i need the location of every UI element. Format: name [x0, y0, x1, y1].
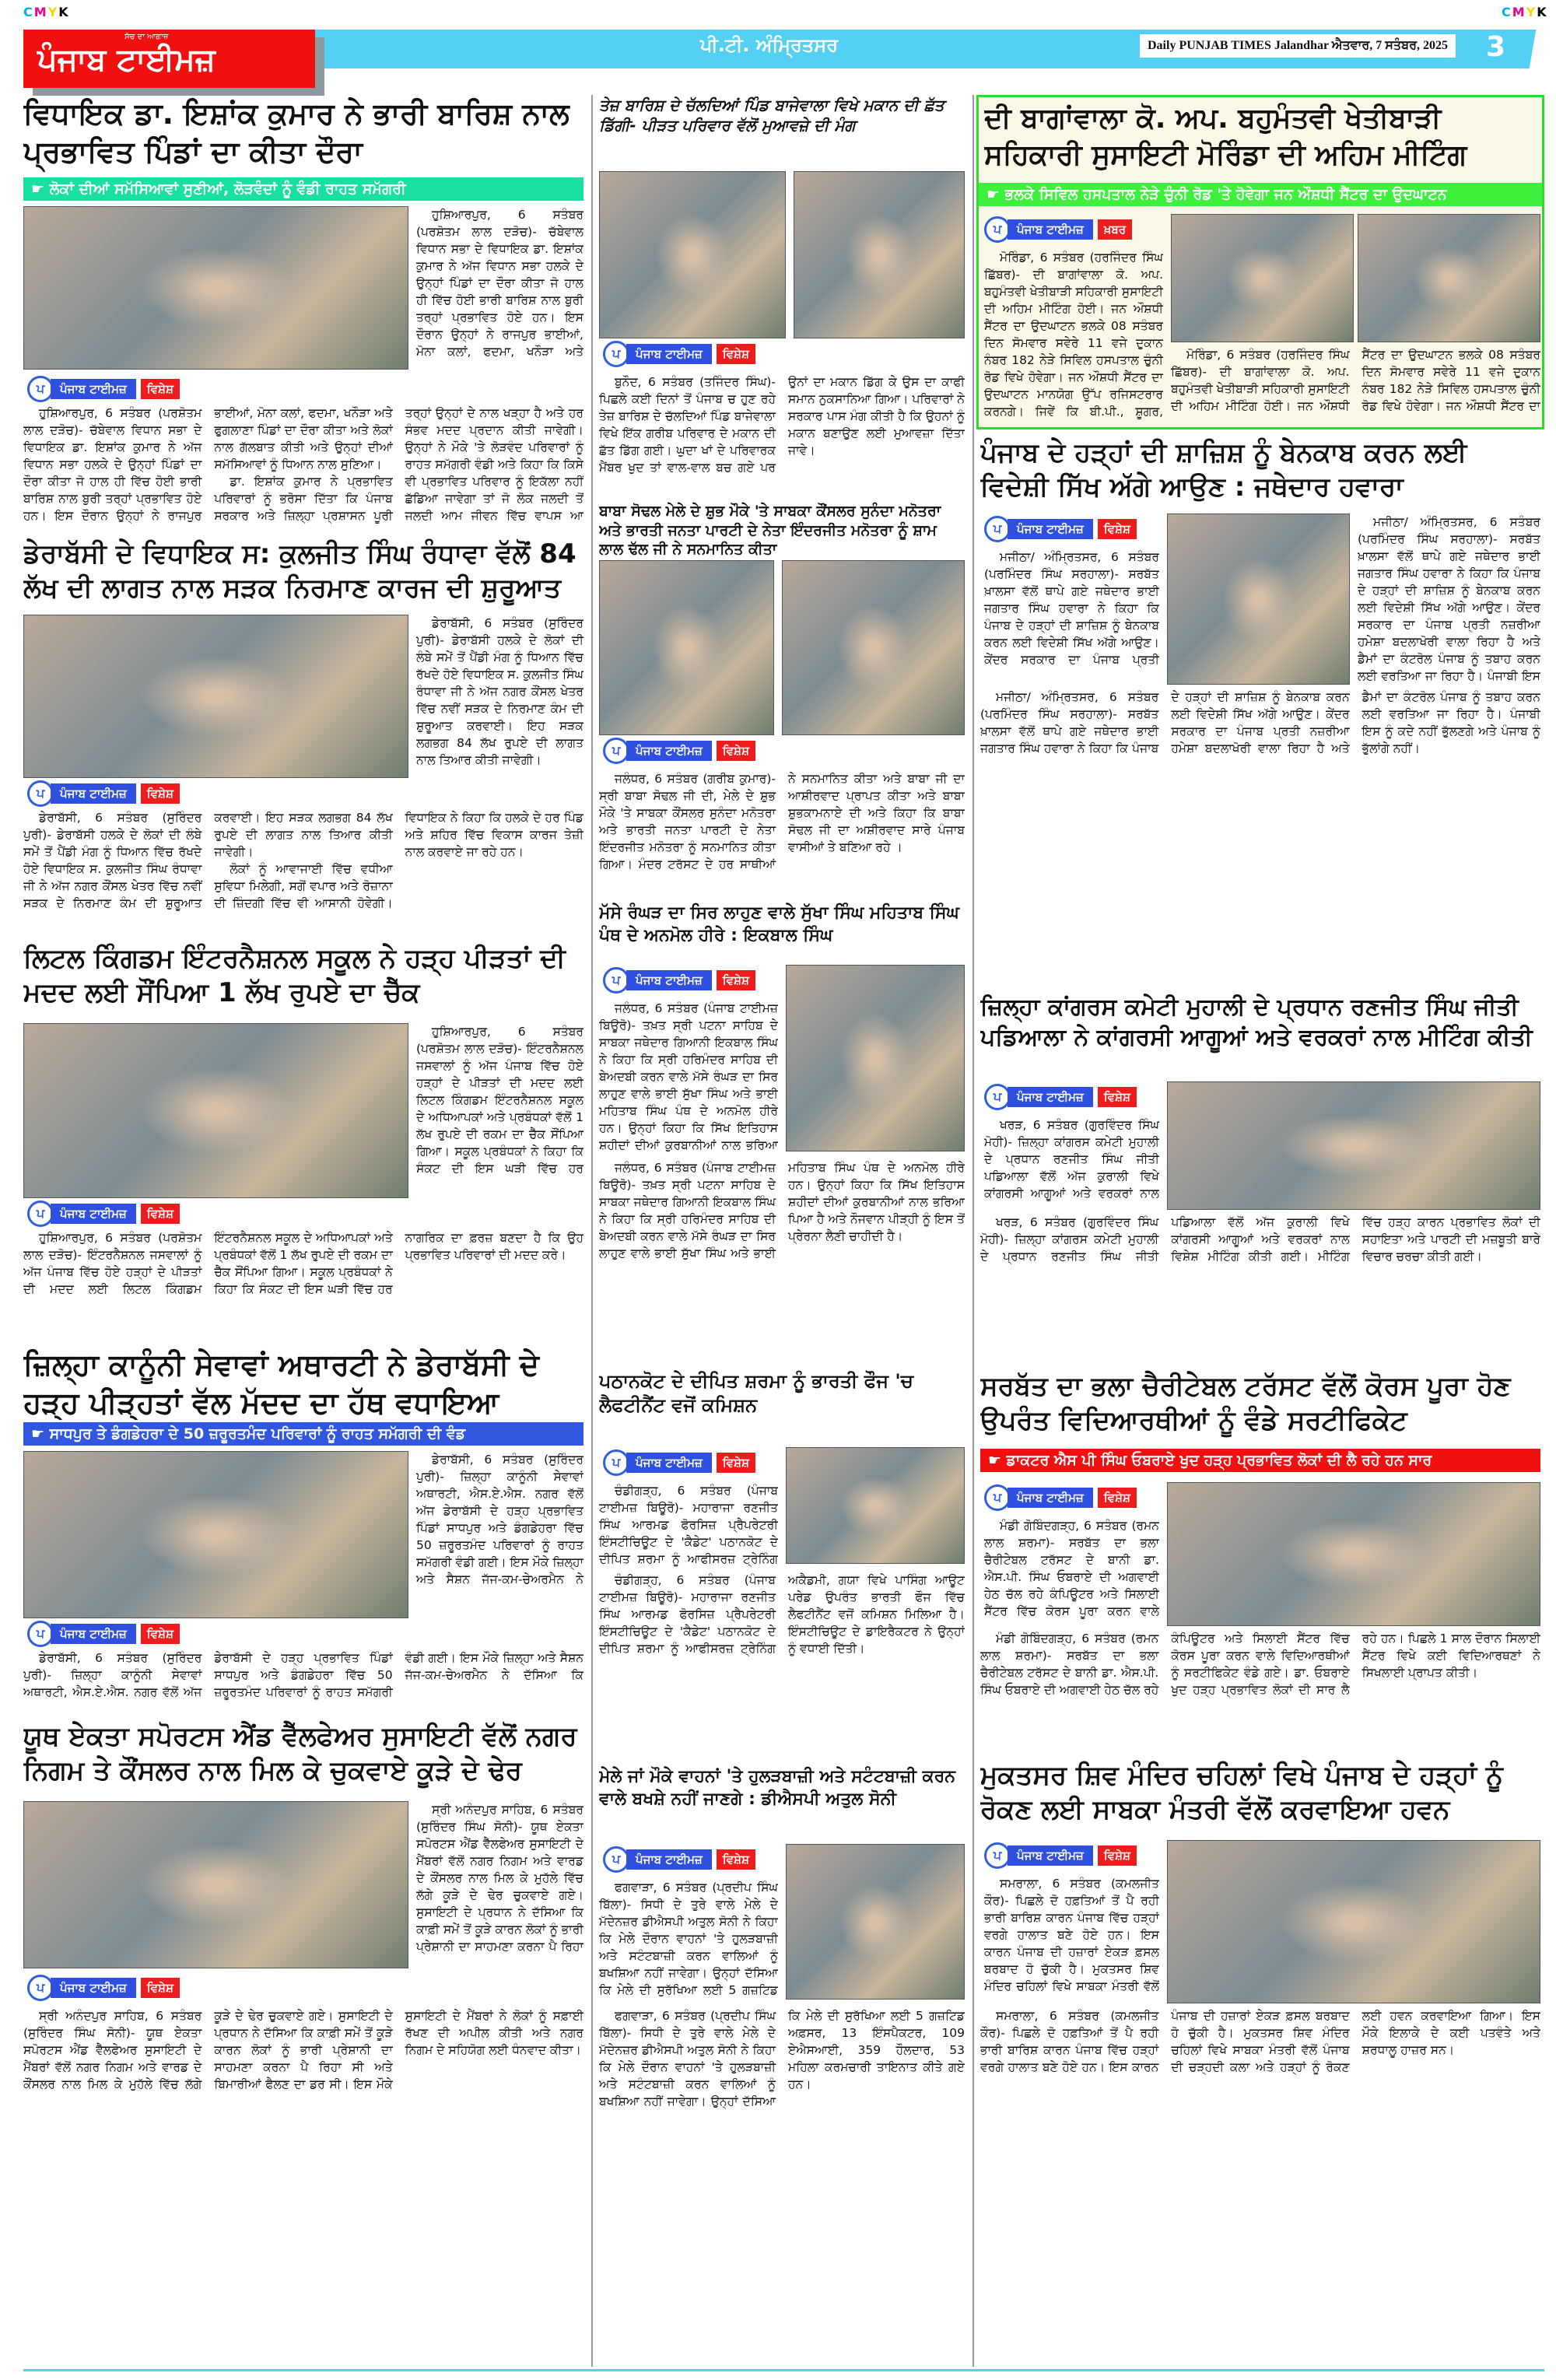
punjab-times-logo-icon: ਪ — [984, 516, 1011, 542]
punjab-times-logo-icon: ਪ — [603, 1846, 629, 1873]
article-paragraph: ਡਾ. ਇਸ਼ਾਂਕ ਕੁਮਾਰ ਨੇ ਪ੍ਰਭਾਵਿਤ ਪਰਿਵਾਰਾਂ ਨੂੰ ਭਰੋਸਾ ਦਿੱਤਾ ਕਿ ਪੰਜਾਬ ਸਰਕਾਰ ਅਤੇ ਜ਼ਿਲ੍ਹਾ ਪ੍ਰਸ਼ਾਸਨ ਪੂਰੀ ਤਰ੍ਹਾਂ ਉਨ੍ਹਾਂ ਦੇ ਨਾਲ ਖੜ੍ਹਾ ਹੈ ਅਤੇ ਹਰ ਸੰਭਵ ਮਦਦ ਪ੍ਰਦਾਨ ਕੀਤੀ ਜਾਵੇਗੀ। ਉਨ੍ਹਾਂ ਨੇ ਮੌਕੇ 'ਤੇ ਲੋੜਵੰਦ ਪਰਿਵਾਰਾਂ ਨੂੰ ਰਾਹਤ ਸਮੱਗਰੀ ਵੰਡੀ ਅਤੇ ਕਿਹਾ ਕਿ ਕਿਸੇ ਵੀ ਪ੍ਰਭਾਵਿਤ ਪਰਿਵਾਰ ਨੂੰ ਇਕੱਲਾ ਨਹੀਂ ਛੱਡਿਆ ਜਾਵੇਗਾ ਤਾਂ ਜੋ ਲੋਕ ਜਲਦੀ ਤੋਂ ਜਲਦੀ ਆਮ ਜੀਵਨ ਵਿੱਚ ਵਾਪਸ ਆ — [214, 406, 584, 523]
cmyk-marks-right: CMYK — [1502, 5, 1548, 19]
article-body — [984, 1116, 1159, 1210]
article-body — [23, 809, 584, 934]
byline-tag — [603, 1451, 755, 1474]
article-paragraph: ਜਲੰਧਰ, 6 ਸਤੰਬਰ (ਪੰਜਾਬ ਟਾਈਮਜ਼ ਬਿਊਰੋ)- ਤਖ਼ਤ ਸ੍ਰੀ ਪਟਨਾ ਸਾਹਿਬ ਦੇ ਸਾਬਕਾ ਜਥੇਦਾਰ ਗਿਆਨੀ ਇਕਬਾਲ ਸਿੰਘ ਨੇ ਕਿਹਾ ਕਿ ਸ੍ਰੀ ਹਰਿਮੰਦਰ ਸਾਹਿਬ ਦੀ ਬੇਅਦਬੀ ਕਰਨ ਵਾਲੇ ਮੱਸੇ ਰੰਘੜ ਦਾ ਸਿਰ ਲਾਹੁਣ ਵਾਲੇ ਭਾਈ ਸੁੱਖਾ ਸਿੰਘ ਅਤੇ ਭਾਈ ਮਹਿਤਾਬ ਸਿੰਘ ਪੰਥ ਦੇ ਅਨਮੋਲ ਹੀਰੇ ਹਨ। ਉਨ੍ਹਾਂ ਕਿਹਾ ਕਿ ਸਿੱਖ ਇਤਿਹਾਸ ਸ਼ਹੀਦਾਂ ਦੀਆਂ ਕੁਰਬਾਨੀਆਂ ਨਾਲ ਭਰਿਆ ਪਿਆ ਹੈ ਅਤੇ ਨੌਜਵਾਨ ਪੀੜ੍ਹੀ ਨੂੰ ਇਸ ਤੋਂ ਪ੍ਰੇਰਨਾ ਲੈਣੀ ਚਾਹੀਦੀ ਹੈ। — [599, 1161, 965, 1260]
article-photo — [23, 1801, 408, 1968]
punjab-times-logo-icon: ਪ — [27, 376, 54, 402]
article-body — [416, 206, 584, 370]
byline-tag — [27, 1202, 180, 1225]
column-divider — [972, 95, 974, 2367]
article-paragraph: ਫਗਵਾੜਾ, 6 ਸਤੰਬਰ (ਪ੍ਰਦੀਪ ਸਿੰਘ ਬਿੱਲਾ)- ਸਿਧੀ ਦੇ ਤੁਰੇ ਵਾਲੇ ਮੇਲੇ ਦੇ ਮੱਦੇਨਜ਼ਰ ਡੀਐਸਪੀ ਅਤੁਲ ਸੋਨੀ ਨੇ ਕਿਹਾ ਕਿ ਮੇਲੇ ਦੌਰਾਨ ਵਾਹਨਾਂ 'ਤੇ ਹੁਲੜਬਾਜ਼ੀ ਅਤੇ ਸਟੰਟਬਾਜ਼ੀ ਕਰਨ ਵਾਲਿਆਂ ਨੂੰ ਬਖਸ਼ਿਆ ਨਹੀਂ ਜਾਵੇਗਾ। ਉਨ੍ਹਾਂ ਦੱਸਿਆ ਕਿ ਮੇਲੇ ਦੀ ਸੁਰੱਖਿਆ ਲਈ 5 ਗਜ਼ਟਿਡ — [599, 1881, 778, 1997]
punjab-times-logo-icon: ਪ — [984, 1842, 1011, 1869]
article-subheadline: ☛ ਸਾਧਪੁਰ ਤੇ ਡੰਗਡੇਹਰਾ ਦੇ 50 ਜ਼ਰੂਰਤਮੰਦ ਪਰਿਵਾਰਾਂ ਨੂੰ ਰਾਹਤ ਸਮੱਗਰੀ ਦੀ ਵੰਡ — [23, 1422, 584, 1446]
article-headline[interactable]: ਪਠਾਨਕੋਟ ਦੇ ਦੀਪਿਤ ਸ਼ਰਮਾ ਨੂੰ ਭਾਰਤੀ ਫੌਜ 'ਚ ਲੈਫਟੀਨੈਂਟ ਵਜੋਂ ਕਮਿਸ਼ਨ — [599, 1370, 913, 1417]
article-body — [980, 689, 1540, 980]
byline-label: ਖ਼ਬਰ — [1098, 219, 1132, 240]
article-paragraph: ਜਲੰਧਰ, 6 ਸਤੰਬਰ (ਗਰੀਬ ਕੁਮਾਰ)- ਸ੍ਰੀ ਬਾਬਾ ਸੋਢਲ ਜੀ ਦੀ, ਮੇਲੇ ਦੇ ਸ਼ੁਭ ਮੌਕੇ 'ਤੇ ਸਾਬਕਾ ਕੌਂਸਲਰ ਸੁਨੰਦਾ ਮਨੋਤਰਾ ਅਤੇ ਭਾਰਤੀ ਜਨਤਾ ਪਾਰਟੀ ਦੇ ਨੇਤਾ ਇੰਦਰਜੀਤ ਮਨੋਤਰਾ ਨੂੰ ਸਨਮਾਨਿਤ ਕੀਤਾ ਗਿਆ। ਮੰਦਰ ਟਰੱਸਟ ਦੇ ਹਰ ਸਾਥੀਆਂ ਨੇ ਸਨਮਾਨਿਤ ਕੀਤਾ ਅਤੇ ਬਾਬਾ ਜੀ ਦਾ ਆਸ਼ੀਰਵਾਦ ਪ੍ਰਾਪਤ ਕੀਤਾ ਅਤੇ ਬਾਬਾ ਸ਼ੁਭਕਾਮਨਾਏ ਦੀ ਅਤੇ ਕਿਹਾ ਕਿ ਬਾਬਾ ਸੋਢਲ ਜੀ ਦਾ ਅਸ਼ੀਰਵਾਦ ਸਾਰੇ ਪੰਜਾਬ ਵਾਸੀਆਂ ਤੇ ਬਣਿਆ ਰਹੇ । — [599, 772, 965, 871]
punjab-times-logo-icon: ਪ — [27, 1201, 54, 1227]
byline-name: ਪੰਜਾਬ ਟਾਈਮਜ਼ — [51, 783, 136, 804]
byline-name: ਪੰਜਾਬ ਟਾਈਮਜ਼ — [626, 1453, 712, 1473]
article-headline[interactable]: ਪੰਜਾਬ ਦੇ ਹੜ੍ਹਾਂ ਦੀ ਸ਼ਾਜ਼ਿਸ਼ ਨੂੰ ਬੇਨਕਾਬ ਕਰਨ ਲਈ ਵਿਦੇਸ਼ੀ ਸਿੱਖ ਅੱਗੇ ਆਉਣ : ਜਥੇਦਾਰ ਹਵਾਰਾ — [980, 437, 1467, 503]
byline-name: ਪੰਜਾਬ ਟਾਈਮਜ਼ — [1008, 1845, 1093, 1866]
byline-label: ਵਿਸ਼ੇਸ਼ — [717, 1453, 755, 1473]
article-paragraph: ਮੰਡੀ ਗੋਬਿੰਦਗੜ੍ਹ, 6 ਸਤੰਬਰ (ਰਮਨ ਲਾਲ ਸ਼ਰਮਾ)- ਸਰਬੱਤ ਦਾ ਭਲਾ ਚੈਰੀਟੇਬਲ ਟਰੱਸਟ ਦੇ ਬਾਨੀ ਡਾ. ਐਸ.ਪੀ. ਸਿੰਘ ਓਬਰਾਏ ਦੀ ਅਗਵਾਈ ਹੇਠ ਚੱਲ ਰਹੇ ਕੰਪਿਊਟਰ ਅਤੇ ਸਿਲਾਈ ਸੈਂਟਰ ਵਿੱਚ ਕੋਰਸ ਪੂਰਾ ਕਰਨ ਵਾਲੇ — [984, 1519, 1159, 1618]
punjab-times-logo-icon: ਪ — [984, 1484, 1011, 1511]
article-body — [599, 1572, 965, 1758]
punjab-times-logo-icon: ਪ — [27, 1621, 54, 1647]
byline-name: ਪੰਜਾਬ ਟਾਈਮਜ਼ — [626, 1849, 712, 1870]
article-paragraph: ਹੁਸ਼ਿਆਰਪੁਰ, 6 ਸਤੰਬਰ (ਪਰਸ਼ੋਤਮ ਲਾਲ ਦੜੋਚ)- ਇੰਟਰਨੈਸ਼ਨਲ ਜਸਵਾਲਾਂ ਨੂੰ ਅੱਜ ਪੰਜਾਬ ਵਿੱਚ ਹੋਏ ਹੜ੍ਹਾਂ ਦੇ ਪੀੜਤਾਂ ਦੀ ਮਦਦ ਲਈ ਲਿਟਲ ਕਿੰਗਡਮ ਇੰਟਰਨੈਸ਼ਨਲ ਸਕੂਲ ਦੇ ਅਧਿਆਪਕਾਂ ਅਤੇ ਪ੍ਰਬੰਧਕਾਂ ਵੱਲੋਂ 1 ਲੱਖ ਰੁਪਏ ਦੀ ਰਕਮ ਦਾ ਚੈੱਕ ਸੌਂਪਿਆ ਗਿਆ। ਸਕੂਲ ਪ੍ਰਬੰਧਕਾਂ ਨੇ ਕਿਹਾ ਕਿ ਸੰਕਟ ਦੀ ਇਸ ਘੜੀ ਵਿੱਚ ਹਰ — [416, 1025, 584, 1176]
byline-name: ਪੰਜਾਬ ਟਾਈਮਜ਼ — [51, 1978, 136, 1998]
article-photo — [782, 560, 965, 735]
byline-label: ਵਿਸ਼ੇਸ਼ — [717, 1849, 755, 1870]
punjab-times-logo-icon: ਪ — [603, 341, 629, 367]
article-body — [599, 770, 965, 895]
article-body — [980, 2007, 1540, 2365]
byline-name: ਪੰਜਾਬ ਟਾਈਮਜ਼ — [1008, 219, 1093, 240]
article-body — [1171, 346, 1540, 424]
byline-label: ਵਿਸ਼ੇਸ਼ — [717, 741, 755, 761]
article-paragraph: ਚੰਡੀਗੜ੍ਹ, 6 ਸਤੰਬਰ (ਪੰਜਾਬ ਟਾਈਮਜ਼ ਬਿਊਰੋ)- ਮਹਾਰਾਜਾ ਰਣਜੀਤ ਸਿੰਘ ਆਰਮਡ ਫੋਰਸਿਜ਼ ਪ੍ਰੈਪਰੇਟਰੀ ਇੰਸਟੀਚਿਊਟ ਦੇ 'ਕੈਡੇਟ' ਪਠਾਨਕੋਟ ਦੇ ਦੀਪਿਤ ਸ਼ਰਮਾ ਨੂੰ ਆਫੀਸਰਜ਼ ਟ੍ਰੇਨਿੰਗ — [599, 1484, 778, 1566]
date-line: Daily PUNJAB TIMES Jalandhar ਐਤਵਾਰ, 7 ਸਤੰਬਰ, 2025 — [1140, 34, 1456, 58]
article-body — [416, 1023, 584, 1198]
article-body — [599, 2007, 965, 2365]
punjab-times-logo-icon: ਪ — [603, 967, 629, 994]
byline-name: ਪੰਜਾਬ ਟਾਈਮਜ਼ — [1008, 1087, 1093, 1107]
article-photo — [1167, 1081, 1540, 1210]
article-body — [984, 1875, 1159, 2003]
article-headline[interactable]: ਦੀ ਬਾਗਾਂਵਾਲਾ ਕੋ. ਅਪ. ਬਹੁਮੰਤਵੀ ਖੇਤੀਬਾੜੀ ਸਹਿਕਾਰੀ ਸੁਸਾਇਟੀ ਮੋਰਿੰਡਾ ਦੀ ਅਹਿਮ ਮੀਟਿੰਗ — [984, 103, 1467, 171]
article-paragraph: ਹੁਸ਼ਿਆਰਪੁਰ, 6 ਸਤੰਬਰ (ਪਰਸ਼ੋਤਮ ਲਾਲ ਦੜੋਚ)- ਚੱਬੇਵਾਲ ਵਿਧਾਨ ਸਭਾ ਦੇ ਵਿਧਾਇਕ ਡਾ. ਇਸ਼ਾਂਕ ਕੁਮਾਰ ਨੇ ਅੱਜ ਵਿਧਾਨ ਸਭਾ ਹਲਕੇ ਦੇ ਉਨ੍ਹਾਂ ਪਿੰਡਾਂ ਦਾ ਦੌਰਾ ਕੀਤਾ ਜੋ ਹਾਲ ਹੀ ਵਿੱਚ ਹੋਈ ਭਾਰੀ ਬਾਰਿਸ਼ ਨਾਲ ਬੁਰੀ ਤਰ੍ਹਾਂ ਪ੍ਰਭਾਵਿਤ ਹੋਏ ਹਨ। ਇਸ ਦੌਰਾਨ ਉਨ੍ਹਾਂ ਨੇ ਰਾਜਪੁਰ ਭਾਈਆਂ, ਮੋਨਾ ਕਲਾਂ, ਫਦਮਾ, ਖਨੌੜਾ ਅਤੇ — [416, 208, 584, 359]
newspaper-logo — [23, 30, 315, 88]
byline-name: ਪੰਜਾਬ ਟਾਈਮਜ਼ — [51, 379, 136, 399]
byline-name: ਪੰਜਾਬ ਟਾਈਮਜ਼ — [626, 344, 712, 364]
byline-label: ਵਿਸ਼ੇਸ਼ — [717, 970, 755, 990]
article-headline[interactable]: ਵਿਧਾਇਕ ਡਾ. ਇਸ਼ਾਂਕ ਕੁਮਾਰ ਨੇ ਭਾਰੀ ਬਾਰਿਸ਼ ਨਾਲ ਪ੍ਰਭਾਵਿਤ ਪਿੰਡਾਂ ਦਾ ਕੀਤਾ ਦੌਰਾ — [23, 96, 569, 170]
article-paragraph: ਚੰਡੀਗੜ੍ਹ, 6 ਸਤੰਬਰ (ਪੰਜਾਬ ਟਾਈਮਜ਼ ਬਿਊਰੋ)- ਮਹਾਰਾਜਾ ਰਣਜੀਤ ਸਿੰਘ ਆਰਮਡ ਫੋਰਸਿਜ਼ ਪ੍ਰੈਪਰੇਟਰੀ ਇੰਸਟੀਚਿਊਟ ਦੇ 'ਕੈਡੇਟ' ਪਠਾਨਕੋਟ ਦੇ ਦੀਪਿਤ ਸ਼ਰਮਾ ਨੂੰ ਆਫੀਸਰਜ਼ ਟ੍ਰੇਨਿੰਗ ਅਕੈਡਮੀ, ਗਯਾ ਵਿਖੇ ਪਾਸਿੰਗ ਆਊਟ ਪਰੇਡ ਉਪਰੰਤ ਭਾਰਤੀ ਫੌਜ ਵਿੱਚ ਲੈਫਟੀਨੈਂਟ ਵਜੋਂ ਕਮਿਸ਼ਨ ਮਿਲਿਆ ਹੈ। ਇੰਸਟੀਚਿਊਟ ਦੇ ਡਾਇਰੈਕਟਰ ਨੇ ਉਨ੍ਹਾਂ ਨੂੰ ਵਧਾਈ ਦਿੱਤੀ। — [599, 1573, 965, 1656]
article-paragraph: ਮਜੀਠਾ/ ਅੰਮ੍ਰਿਤਸਰ, 6 ਸਤੰਬਰ (ਪਰਮਿੰਦਰ ਸਿੰਘ ਸਰਹਾਲਾ)- ਸਰਬੱਤ ਖ਼ਾਲਸਾ ਵੱਲੋਂ ਥਾਪੇ ਗਏ ਜਥੇਦਾਰ ਭਾਈ ਜਗਤਾਰ ਸਿੰਘ ਹਵਾਰਾ ਨੇ ਕਿਹਾ ਕਿ ਪੰਜਾਬ ਦੇ ਹੜ੍ਹਾਂ ਦੀ ਸ਼ਾਜ਼ਿਸ਼ ਨੂੰ ਬੇਨਕਾਬ ਕਰਨ ਲਈ ਵਿਦੇਸ਼ੀ ਸਿੱਖ ਅੱਗੇ ਆਉਣ। ਕੇਂਦਰ ਸਰਕਾਰ ਦਾ ਪੰਜਾਬ ਪ੍ਰਤੀ ਨਜ਼ਰੀਆ ਹਮੇਸ਼ਾ ਬਦਲਾਖੋਰੀ ਵਾਲਾ ਰਿਹਾ ਹੈ ਅਤੇ ਡੈਮਾਂ ਦਾ ਕੰਟਰੋਲ ਪੰਜਾਬ ਨੂੰ ਤਬਾਹ ਕਰਨ ਲਈ ਵਰਤਿਆ ਜਾ ਰਿਹਾ ਹੈ। ਪੰਜਾਬੀ ਇਸ ਨੂੰ ਕਦੇ ਨਹੀਂ ਭੁੱਲਣਗੇ ਅਤੇ ਪੰਜਾਬ ਨੂੰ ਭੁੱਲਾਂਗੇ ਨਹੀਂ। — [980, 690, 1540, 755]
article-body — [599, 1159, 965, 1362]
byline-tag — [27, 1622, 180, 1646]
article-headline[interactable]: ਸਰਬੱਤ ਦਾ ਭਲਾ ਚੈਰੀਟੇਬਲ ਟਰੱਸਟ ਵੱਲੋਂ ਕੋਰਸ ਪੂਰਾ ਹੋਣ ਉਪਰੰਤ ਵਿਦਿਆਰਥੀਆਂ ਨੂੰ ਵੰਡੇ ਸਰਟੀਫਿਕੇਟ — [980, 1371, 1511, 1437]
article-paragraph: ਮਜੀਠਾ/ ਅੰਮ੍ਰਿਤਸਰ, 6 ਸਤੰਬਰ (ਪਰਮਿੰਦਰ ਸਿੰਘ ਸਰਹਾਲਾ)- ਸਰਬੱਤ ਖ਼ਾਲਸਾ ਵੱਲੋਂ ਥਾਪੇ ਗਏ ਜਥੇਦਾਰ ਭਾਈ ਜਗਤਾਰ ਸਿੰਘ ਹਵਾਰਾ ਨੇ ਕਿਹਾ ਕਿ ਪੰਜਾਬ ਦੇ ਹੜ੍ਹਾਂ ਦੀ ਸ਼ਾਜ਼ਿਸ਼ ਨੂੰ ਬੇਨਕਾਬ ਕਰਨ ਲਈ ਵਿਦੇਸ਼ੀ ਸਿੱਖ ਅੱਗੇ ਆਉਣ। ਕੇਂਦਰ ਸਰਕਾਰ ਦਾ ਪੰਜਾਬ ਪ੍ਰਤੀ — [984, 550, 1159, 667]
article-photo — [786, 965, 965, 1151]
article-photo — [23, 615, 408, 778]
byline-tag — [27, 377, 180, 401]
article-photo — [794, 171, 965, 338]
article-body — [984, 1517, 1159, 1626]
article-body — [980, 1630, 1540, 1754]
byline-name: ਪੰਜਾਬ ਟਾਈਮਜ਼ — [626, 970, 712, 990]
article-paragraph: ਫਗਵਾੜਾ, 6 ਸਤੰਬਰ (ਪ੍ਰਦੀਪ ਸਿੰਘ ਬਿੱਲਾ)- ਸਿਧੀ ਦੇ ਤੁਰੇ ਵਾਲੇ ਮੇਲੇ ਦੇ ਮੱਦੇਨਜ਼ਰ ਡੀਐਸਪੀ ਅਤੁਲ ਸੋਨੀ ਨੇ ਕਿਹਾ ਕਿ ਮੇਲੇ ਦੌਰਾਨ ਵਾਹਨਾਂ 'ਤੇ ਹੁਲੜਬਾਜ਼ੀ ਅਤੇ ਸਟੰਟਬਾਜ਼ੀ ਕਰਨ ਵਾਲਿਆਂ ਨੂੰ ਬਖਸ਼ਿਆ ਨਹੀਂ ਜਾਵੇਗਾ। ਉਨ੍ਹਾਂ ਦੱਸਿਆ ਕਿ ਮੇਲੇ ਦੀ ਸੁਰੱਖਿਆ ਲਈ 5 ਗਜ਼ਟਿਡ ਅਫ਼ਸਰ, 13 ਇੰਸਪੈਕਟਰ, 109 ਏਐਸਆਈ, 359 ਹੌਲਦਾਰ, 53 ਮਹਿਲਾ ਕਰਮਚਾਰੀ ਤਾਇਨਾਤ ਕੀਤੇ ਗਏ ਹਨ। — [599, 2009, 965, 2108]
article-body — [984, 549, 1159, 685]
byline-name: ਪੰਜਾਬ ਟਾਈਮਜ਼ — [51, 1624, 136, 1644]
article-paragraph: ਡੇਰਾਬੱਸੀ, 6 ਸਤੰਬਰ (ਸੁਰਿੰਦਰ ਪੁਰੀ)- ਜ਼ਿਲ੍ਹਾ ਕਾਨੂੰਨੀ ਸੇਵਾਵਾਂ ਅਥਾਰਟੀ, ਐਸ.ਏ.ਐਸ. ਨਗਰ ਵੱਲੋਂ ਅੱਜ ਡੇਰਾਬੱਸੀ ਦੇ ਹੜ੍ਹ ਪ੍ਰਭਾਵਿਤ ਪਿੰਡਾਂ ਸਾਧਪੁਰ ਅਤੇ ਡੰਗਡੇਹਰਾ ਵਿੱਚ 50 ਜ਼ਰੂਰਤਮੰਦ ਪਰਿਵਾਰਾਂ ਨੂੰ ਰਾਹਤ ਸਮੱਗਰੀ ਵੰਡੀ ਗਈ। ਇਸ ਮੌਕੇ ਜ਼ਿਲ੍ਹਾ ਅਤੇ ਸੈਸ਼ਨ ਜੱਜ-ਕਮ-ਚੇਅਰਮੈਨ ਨੇ — [416, 1453, 584, 1586]
punjab-times-logo-icon: ਪ — [603, 1449, 629, 1476]
byline-tag — [27, 782, 180, 805]
article-body — [23, 2007, 584, 2365]
article-paragraph: ਮੰਡੀ ਗੋਬਿੰਦਗੜ੍ਹ, 6 ਸਤੰਬਰ (ਰਮਨ ਲਾਲ ਸ਼ਰਮਾ)- ਸਰਬੱਤ ਦਾ ਭਲਾ ਚੈਰੀਟੇਬਲ ਟਰੱਸਟ ਦੇ ਬਾਨੀ ਡਾ. ਐਸ.ਪੀ. ਸਿੰਘ ਓਬਰਾਏ ਦੀ ਅਗਵਾਈ ਹੇਠ ਚੱਲ ਰਹੇ ਕੰਪਿਊਟਰ ਅਤੇ ਸਿਲਾਈ ਸੈਂਟਰ ਵਿੱਚ ਕੋਰਸ ਪੂਰਾ ਕਰਨ ਵਾਲੇ ਵਿਦਿਆਰਥੀਆਂ ਨੂੰ ਸਰਟੀਫਿਕੇਟ ਵੰਡੇ ਗਏ। ਡਾ. ਓਬਰਾਏ ਖੁਦ ਹੜ੍ਹ ਪ੍ਰਭਾਵਿਤ ਲੋਕਾਂ ਦੀ ਸਾਰ ਲੈ ਰਹੇ ਹਨ। ਪਿਛਲੇ 1 ਸਾਲ ਦੌਰਾਨ ਸਿਲਾਈ ਸੈਂਟਰ ਵਿਖੇ ਕਈ ਵਿਦਿਆਰਥਣਾਂ ਨੇ ਸਿਖਲਾਈ ਪ੍ਰਾਪਤ ਕੀਤੀ। — [980, 1632, 1540, 1697]
article-headline[interactable]: ਜ਼ਿਲ੍ਹਾ ਕਾਂਗਰਸ ਕਮੇਟੀ ਮੁਹਾਲੀ ਦੇ ਪ੍ਰਧਾਨ ਰਣਜੀਤ ਸਿੰਘ ਜੀਤੀ ਪਡਿਆਲਾ ਨੇ ਕਾਂਗਰਸੀ ਆਗੂਆਂ ਅਤੇ ਵਰਕਰਾਂ ਨਾਲ ਮੀਟਿੰਗ ਕੀਤੀ — [980, 994, 1533, 1051]
punjab-times-logo-icon: ਪ — [603, 738, 629, 764]
punjab-times-logo-icon: ਪ — [984, 216, 1011, 243]
article-subheadline: ☛ ਡਾਕਟਰ ਐਸ ਪੀ ਸਿੰਘ ਓਬਰਾਏ ਖੁਦ ਹੜ੍ਹ ਪ੍ਰਭਾਵਿਤ ਲੋਕਾਂ ਦੀ ਲੈ ਰਹੇ ਹਨ ਸਾਰ — [980, 1449, 1540, 1472]
byline-label: ਵਿਸ਼ੇਸ਼ — [1098, 1488, 1137, 1508]
article-photo — [23, 206, 408, 370]
article-headline[interactable]: ਲਿਟਲ ਕਿੰਗਡਮ ਇੰਟਰਨੈਸ਼ਨਲ ਸਕੂਲ ਨੇ ਹੜ੍ਹ ਪੀੜਤਾਂ ਦੀ ਮਦਦ ਲਈ ਸੌਂਪਿਆ 1 ਲੱਖ ਰੁਪਏ ਦਾ ਚੈੱਕ — [23, 943, 566, 1009]
article-photo — [23, 1451, 408, 1618]
article-body — [599, 1879, 778, 2003]
byline-tag — [603, 342, 755, 366]
page-number: 3 — [1486, 31, 1506, 63]
byline-tag — [984, 218, 1132, 241]
byline-label: ਵਿਸ਼ੇਸ਼ — [717, 344, 755, 364]
byline-label: ਵਿਸ਼ੇਸ਼ — [141, 1978, 180, 1998]
article-subheadline: ☛ ਲੋਕਾਂ ਦੀਆਂ ਸਮੱਸਿਆਵਾਂ ਸੁਣੀਆਂ, ਲੋੜਵੰਦਾਂ ਨੂੰ ਵੰਡੀ ਰਾਹਤ ਸਮੱਗਰੀ — [23, 177, 584, 201]
article-paragraph: ਡੇਰਾਬੱਸੀ, 6 ਸਤੰਬਰ (ਸੁਰਿੰਦਰ ਪੁਰੀ)- ਡੇਰਾਬੱਸੀ ਹਲਕੇ ਦੇ ਲੋਕਾਂ ਦੀ ਲੰਬੇ ਸਮੇਂ ਤੋਂ ਪੈਂਡੀ ਮੰਗ ਨੂੰ ਧਿਆਨ ਵਿੱਚ ਰੱਖਦੇ ਹੋਏ ਵਿਧਾਇਕ ਸ. ਕੁਲਜੀਤ ਸਿੰਘ ਰੰਧਾਵਾ ਜੀ ਨੇ ਅੱਜ ਨਗਰ ਕੌਂਸਲ ਖੇਤਰ ਵਿੱਚ ਨਵੀਂ ਸੜਕ ਦੇ ਨਿਰਮਾਣ ਕੰਮ ਦੀ ਸ਼ੁਰੂਆਤ ਕਰਵਾਈ। ਇਹ ਸੜਕ ਲਗਭਗ 84 ਲੱਖ ਰੁਪਏ ਦੀ ਲਾਗਤ ਨਾਲ ਤਿਆਰ ਕੀਤੀ ਜਾਵੇਗੀ। — [416, 616, 584, 767]
article-body — [416, 1801, 584, 1968]
byline-label: ਵਿਸ਼ੇਸ਼ — [1098, 1845, 1137, 1866]
article-paragraph: ਸਮਰਾਲਾ, 6 ਸਤੰਬਰ (ਕਮਲਜੀਤ ਕੌਰ)- ਪਿਛਲੇ ਦੋ ਹਫ਼ਤਿਆਂ ਤੋਂ ਪੈ ਰਹੀ ਭਾਰੀ ਬਾਰਿਸ਼ ਕਾਰਨ ਪੰਜਾਬ ਵਿੱਚ ਹੜ੍ਹਾਂ ਵਰਗੇ ਹਾਲਾਤ ਬਣੇ ਹੋਏ ਹਨ। ਇਸ ਕਾਰਨ ਪੰਜਾਬ ਦੀ ਹਜ਼ਾਰਾਂ ਏਕੜ ਫ਼ਸਲ ਬਰਬਾਦ ਹੋ ਚੁੱਕੀ ਹੈ। ਮੁਕਤਸਰ ਸ਼ਿਵ ਮੰਦਿਰ ਚਹਿਲਾਂ ਵਿਖੇ ਸਾਬਕਾ ਮੰਤਰੀ ਵੱਲੋਂ ਪੰਜਾਬ ਦੀ ਚੜ੍ਹਦੀ ਕਲਾ ਅਤੇ ਹੜ੍ਹਾਂ ਨੂੰ ਰੋਕਣ ਲਈ ਹਵਨ ਕਰਵਾਇਆ ਗਿਆ। ਇਸ ਮੌਕੇ ਇਲਾਕੇ ਦੇ ਕਈ ਪਤਵੰਤੇ ਅਤੇ ਸ਼ਰਧਾਲੂ ਹਾਜ਼ਰ ਸਨ। — [980, 2009, 1540, 2074]
punjab-times-logo-icon: ਪ — [27, 1975, 54, 2001]
article-photo — [786, 1447, 965, 1564]
article-body — [23, 1229, 584, 1338]
byline-tag — [984, 1486, 1137, 1509]
logo-tagline: ਸੱਚ ਦਾ ਆਗਾਜ਼ — [124, 33, 169, 41]
article-paragraph: ਮੋਰਿੰਡਾ, 6 ਸਤੰਬਰ (ਹਰਜਿੰਦਰ ਸਿੰਘ ਛਿੱਬਰ)- ਦੀ ਬਾਗਾਂਵਾਲਾ ਕੋ. ਅਪ. ਬਹੁਮੰਤਵੀ ਖੇਤੀਬਾੜੀ ਸਹਿਕਾਰੀ ਸੁਸਾਇਟੀ ਦੀ ਅਹਿਮ ਮੀਟਿੰਗ ਹੋਈ। ਜਨ ਔਸ਼ਧੀ ਸੈਂਟਰ ਦਾ ਉਦਘਾਟਨ ਭਲਕੇ 08 ਸਤੰਬਰ ਦਿਨ ਸੋਮਵਾਰ ਸਵੇਰੇ 11 ਵਜੇ ਦੁਕਾਨ ਨੰਬਰ 182 ਨੇੜੇ ਸਿਵਿਲ ਹਸਪਤਾਲ ਚੁੰਨੀ ਰੋਡ ਵਿਖੇ ਹੋਵੇਗਾ। ਜਨ ਔਸ਼ਧੀ ਸੈਂਟਰ ਦਾ — [1171, 348, 1540, 413]
byline-tag — [603, 739, 755, 762]
article-photo — [1167, 1482, 1540, 1626]
article-headline[interactable]: ਮੁਕਤਸਰ ਸ਼ਿਵ ਮੰਦਿਰ ਚਹਿਲਾਂ ਵਿਖੇ ਪੰਜਾਬ ਦੇ ਹੜ੍ਹਾਂ ਨੂੰ ਰੋਕਣ ਲਈ ਸਾਬਕਾ ਮੰਤਰੀ ਵੱਲੋਂ ਕਰਵਾਇਆ ਹਵਨ — [980, 1760, 1503, 1826]
article-body — [1358, 514, 1540, 685]
article-photo — [786, 1844, 965, 2000]
byline-tag — [603, 1848, 755, 1871]
article-photo — [599, 171, 786, 338]
article-body — [984, 249, 1163, 424]
logo-text: ਪੰਜਾਬ ਟਾਈਮਜ਼ — [37, 42, 216, 78]
byline-tag — [984, 1085, 1137, 1109]
article-paragraph: ਸ੍ਰੀ ਅਨੰਦਪੁਰ ਸਾਹਿਬ, 6 ਸਤੰਬਰ (ਸੁਰਿੰਦਰ ਸਿੰਘ ਸੋਨੀ)- ਯੂਥ ਏਕਤਾ ਸਪੋਰਟਸ ਐਂਡ ਵੈੱਲਫੇਅਰ ਸੁਸਾਇਟੀ ਦੇ ਮੈਂਬਰਾਂ ਵੱਲੋਂ ਨਗਰ ਨਿਗਮ ਅਤੇ ਵਾਰਡ ਦੇ ਕੌਂਸਲਰ ਨਾਲ ਮਿਲ ਕੇ ਮੁਹੱਲੇ ਵਿੱਚ ਲੱਗੇ ਕੂੜੇ ਦੇ ਢੇਰ ਚੁਕਵਾਏ ਗਏ। ਸੁਸਾਇਟੀ ਦੇ ਪ੍ਰਧਾਨ ਨੇ ਦੱਸਿਆ ਕਿ ਕਾਫ਼ੀ ਸਮੇਂ ਤੋਂ ਕੂੜੇ ਕਾਰਨ ਲੋਕਾਂ ਨੂੰ ਭਾਰੀ ਪ੍ਰੇਸ਼ਾਨੀ ਦਾ ਸਾਹਮਣਾ ਕਰਨਾ ਪੈ ਰਿਹਾ — [416, 1803, 584, 1954]
article-headline[interactable]: ਬਾਬਾ ਸੋਢਲ ਮੇਲੇ ਦੇ ਸ਼ੁਭ ਮੌਕੇ 'ਤੇ ਸਾਬਕਾ ਕੌਂਸਲਰ ਸੁਨੰਦਾ ਮਨੋਤਰਾ ਅਤੇ ਭਾਰਤੀ ਜਨਤਾ ਪਾਰਟੀ ਦੇ ਨੇਤਾ ਇੰਦਰਜੀਤ ਮਨੋਤਰਾ ਨੂੰ ਸ਼ਾਮ ਲਾਲ ਢੱਲ ਜੀ ਨੇ ਸਨਮਾਨਿਤ ਕੀਤਾ — [599, 503, 941, 559]
article-paragraph: ਡੇਰਾਬੱਸੀ, 6 ਸਤੰਬਰ (ਸੁਰਿੰਦਰ ਪੁਰੀ)- ਜ਼ਿਲ੍ਹਾ ਕਾਨੂੰਨੀ ਸੇਵਾਵਾਂ ਅਥਾਰਟੀ, ਐਸ.ਏ.ਐਸ. ਨਗਰ ਵੱਲੋਂ ਅੱਜ ਡੇਰਾਬੱਸੀ ਦੇ ਹੜ੍ਹ ਪ੍ਰਭਾਵਿਤ ਪਿੰਡਾਂ ਸਾਧਪੁਰ ਅਤੇ ਡੰਗਡੇਹਰਾ ਵਿੱਚ 50 ਜ਼ਰੂਰਤਮੰਦ ਪਰਿਵਾਰਾਂ ਨੂੰ ਰਾਹਤ ਸਮੱਗਰੀ ਵੰਡੀ ਗਈ। ਇਸ ਮੌਕੇ ਜ਼ਿਲ੍ਹਾ ਅਤੇ ਸੈਸ਼ਨ ਜੱਜ-ਕਮ-ਚੇਅਰਮੈਨ ਨੇ ਦੱਸਿਆ ਕਿ — [23, 1651, 584, 1699]
article-photo — [1171, 214, 1354, 342]
article-body — [23, 405, 584, 537]
byline-label: ਵਿਸ਼ੇਸ਼ — [141, 379, 180, 399]
article-paragraph: ਖਰੜ, 6 ਸਤੰਬਰ (ਗੁਰਵਿੰਦਰ ਸਿੰਘ ਮੋਹੀ)- ਜ਼ਿਲ੍ਹਾ ਕਾਂਗਰਸ ਕਮੇਟੀ ਮੁਹਾਲੀ ਦੇ ਪ੍ਰਧਾਨ ਰਣਜੀਤ ਸਿੰਘ ਜੀਤੀ ਪਡਿਆਲਾ ਵੱਲੋਂ ਅੱਜ ਕੁਰਾਲੀ ਵਿਖੇ ਕਾਂਗਰਸੀ ਆਗੂਆਂ ਅਤੇ ਵਰਕਰਾਂ ਨਾਲ ਵਿਸ਼ੇਸ਼ ਮੀਟਿੰਗ ਕੀਤੀ ਗਈ। ਮੀਟਿੰਗ ਵਿੱਚ ਹੜ੍ਹ ਕਾਰਨ ਪ੍ਰਭਾਵਿਤ ਲੋਕਾਂ ਦੀ ਸਹਾਇਤਾ ਅਤੇ ਪਾਰਟੀ ਦੀ ਮਜ਼ਬੂਤੀ ਬਾਰੇ ਵਿਚਾਰ ਚਰਚਾ ਕੀਤੀ ਗਈ। — [980, 1215, 1540, 1264]
article-body — [23, 1649, 584, 1716]
article-headline[interactable]: ਮੱਸੇ ਰੰਘੜ ਦਾ ਸਿਰ ਲਾਹੁਣ ਵਾਲੇ ਸੁੱਖਾ ਸਿੰਘ ਮਹਿਤਾਬ ਸਿੰਘ ਪੰਥ ਦੇ ਅਨਮੋਲ ਹੀਰੇ : ਇਕਬਾਲ ਸਿੰਘ — [599, 903, 959, 945]
byline-tag — [984, 1844, 1137, 1867]
article-body — [416, 615, 584, 778]
article-headline[interactable]: ਤੇਜ਼ ਬਾਰਿਸ਼ ਦੇ ਚੱਲਦਿਆਂ ਪਿੰਡ ਬਾਜੇਵਾਲਾ ਵਿਖੇ ਮਕਾਨ ਦੀ ਛੱਤ ਡਿੱਗੀ- ਪੀੜਤ ਪਰਿਵਾਰ ਵੱਲੋਂ ਮੁਆਵਜ਼ੇ ਦੀ ਮੰਗ — [599, 96, 944, 135]
byline-name: ਪੰਜਾਬ ਟਾਈਮਜ਼ — [1008, 519, 1093, 539]
article-paragraph: ਮੋਰਿੰਡਾ, 6 ਸਤੰਬਰ (ਹਰਜਿੰਦਰ ਸਿੰਘ ਛਿੱਬਰ)- ਦੀ ਬਾਗਾਂਵਾਲਾ ਕੋ. ਅਪ. ਬਹੁਮੰਤਵੀ ਖੇਤੀਬਾੜੀ ਸਹਿਕਾਰੀ ਸੁਸਾਇਟੀ ਦੀ ਅਹਿਮ ਮੀਟਿੰਗ ਹੋਈ। ਜਨ ਔਸ਼ਧੀ ਸੈਂਟਰ ਦਾ ਉਦਘਾਟਨ ਭਲਕੇ 08 ਸਤੰਬਰ ਦਿਨ ਸੋਮਵਾਰ ਸਵੇਰੇ 11 ਵਜੇ ਦੁਕਾਨ ਨੰਬਰ 182 ਨੇੜੇ ਸਿਵਿਲ ਹਸਪਤਾਲ ਚੁੰਨੀ ਰੋਡ ਵਿਖੇ ਹੋਵੇਗਾ। ਜਨ ਔਸ਼ਧੀ ਸੈਂਟਰ ਦਾ ਉਦਘਾਟਨ ਮਾਨਯੋਗ ਉੱਪ ਰਜਿਸਟਰਾਰ ਕਰਨਗੇ। ਜਿਵੇਂ ਕਿ ਬੀ.ਪੀ., ਸ਼ੂਗਰ, — [984, 251, 1163, 419]
article-photo — [1167, 514, 1350, 685]
bottom-rule — [23, 2369, 1544, 2371]
punjab-times-logo-icon: ਪ — [27, 780, 54, 807]
article-paragraph: ਹੁਸ਼ਿਆਰਪੁਰ, 6 ਸਤੰਬਰ (ਪਰਸ਼ੋਤਮ ਲਾਲ ਦੜੋਚ)- ਚੱਬੇਵਾਲ ਵਿਧਾਨ ਸਭਾ ਦੇ ਵਿਧਾਇਕ ਡਾ. ਇਸ਼ਾਂਕ ਕੁਮਾਰ ਨੇ ਅੱਜ ਵਿਧਾਨ ਸਭਾ ਹਲਕੇ ਦੇ ਉਨ੍ਹਾਂ ਪਿੰਡਾਂ ਦਾ ਦੌਰਾ ਕੀਤਾ ਜੋ ਹਾਲ ਹੀ ਵਿੱਚ ਹੋਈ ਭਾਰੀ ਬਾਰਿਸ਼ ਨਾਲ ਬੁਰੀ ਤਰ੍ਹਾਂ ਪ੍ਰਭਾਵਿਤ ਹੋਏ ਹਨ। ਇਸ ਦੌਰਾਨ ਉਨ੍ਹਾਂ ਨੇ ਰਾਜਪੁਰ ਭਾਈਆਂ, ਮੋਨਾ ਕਲਾਂ, ਫਦਮਾ, ਖਨੌੜਾ ਅਤੇ ਫੁਗਲਾਣਾ ਪਿੰਡਾਂ ਦਾ ਦੌਰਾ ਕੀਤਾ ਅਤੇ ਲੋਕਾਂ ਨਾਲ ਗੱਲਬਾਤ ਕੀਤੀ ਅਤੇ ਉਨ੍ਹਾਂ ਦੀਆਂ ਸਮੱਸਿਆਵਾਂ ਨੂੰ ਧਿਆਨ ਨਾਲ ਸੁਣਿਆ। — [23, 406, 393, 523]
byline-name: ਪੰਜਾਬ ਟਾਈਮਜ਼ — [51, 1204, 136, 1224]
article-headline[interactable]: ਮੇਲੇ ਜਾਂ ਮੌਕੇ ਵਾਹਨਾਂ 'ਤੇ ਹੁਲੜਬਾਜ਼ੀ ਅਤੇ ਸਟੰਟਬਾਜ਼ੀ ਕਰਨ ਵਾਲੇ ਬਖਸ਼ੇ ਨਹੀਂ ਜਾਣਗੇ : ਡੀਐਸਪੀ ਅਤੁਲ ਸੋਨੀ — [599, 1767, 956, 1809]
article-headline[interactable]: ਯੂਥ ਏਕਤਾ ਸਪੋਰਟਸ ਐਂਡ ਵੈੱਲਫੇਅਰ ਸੁਸਾਇਟੀ ਵੱਲੋਂ ਨਗਰ ਨਿਗਮ ਤੇ ਕੌਂਸਲਰ ਨਾਲ ਮਿਲ ਕੇ ਚੁਕਵਾਏ ਕੂੜੇ ਦੇ ਢੇਰ — [23, 1721, 577, 1787]
article-paragraph: ਮਜੀਠਾ/ ਅੰਮ੍ਰਿਤਸਰ, 6 ਸਤੰਬਰ (ਪਰਮਿੰਦਰ ਸਿੰਘ ਸਰਹਾਲਾ)- ਸਰਬੱਤ ਖ਼ਾਲਸਾ ਵੱਲੋਂ ਥਾਪੇ ਗਏ ਜਥੇਦਾਰ ਭਾਈ ਜਗਤਾਰ ਸਿੰਘ ਹਵਾਰਾ ਨੇ ਕਿਹਾ ਕਿ ਪੰਜਾਬ ਦੇ ਹੜ੍ਹਾਂ ਦੀ ਸ਼ਾਜ਼ਿਸ਼ ਨੂੰ ਬੇਨਕਾਬ ਕਰਨ ਲਈ ਵਿਦੇਸ਼ੀ ਸਿੱਖ ਅੱਗੇ ਆਉਣ। ਕੇਂਦਰ ਸਰਕਾਰ ਦਾ ਪੰਜਾਬ ਪ੍ਰਤੀ ਨਜ਼ਰੀਆ ਹਮੇਸ਼ਾ ਬਦਲਾਖੋਰੀ ਵਾਲਾ ਰਿਹਾ ਹੈ ਅਤੇ ਡੈਮਾਂ ਦਾ ਕੰਟਰੋਲ ਪੰਜਾਬ ਨੂੰ ਤਬਾਹ ਕਰਨ ਲਈ ਵਰਤਿਆ ਜਾ ਰਿਹਾ ਹੈ। ਪੰਜਾਬੀ ਇਸ — [1358, 515, 1540, 683]
article-paragraph: ਜਲੰਧਰ, 6 ਸਤੰਬਰ (ਪੰਜਾਬ ਟਾਈਮਜ਼ ਬਿਊਰੋ)- ਤਖ਼ਤ ਸ੍ਰੀ ਪਟਨਾ ਸਾਹਿਬ ਦੇ ਸਾਬਕਾ ਜਥੇਦਾਰ ਗਿਆਨੀ ਇਕਬਾਲ ਸਿੰਘ ਨੇ ਕਿਹਾ ਕਿ ਸ੍ਰੀ ਹਰਿਮੰਦਰ ਸਾਹਿਬ ਦੀ ਬੇਅਦਬੀ ਕਰਨ ਵਾਲੇ ਮੱਸੇ ਰੰਘੜ ਦਾ ਸਿਰ ਲਾਹੁਣ ਵਾਲੇ ਭਾਈ ਸੁੱਖਾ ਸਿੰਘ ਅਤੇ ਭਾਈ ਮਹਿਤਾਬ ਸਿੰਘ ਪੰਥ ਦੇ ਅਨਮੋਲ ਹੀਰੇ ਹਨ। ਉਨ੍ਹਾਂ ਕਿਹਾ ਕਿ ਸਿੱਖ ਇਤਿਹਾਸ ਸ਼ਹੀਦਾਂ ਦੀਆਂ ਕੁਰਬਾਨੀਆਂ ਨਾਲ ਭਰਿਆ — [599, 1001, 778, 1152]
byline-tag — [27, 1976, 180, 2000]
article-paragraph: ਖਰੜ, 6 ਸਤੰਬਰ (ਗੁਰਵਿੰਦਰ ਸਿੰਘ ਮੋਹੀ)- ਜ਼ਿਲ੍ਹਾ ਕਾਂਗਰਸ ਕਮੇਟੀ ਮੁਹਾਲੀ ਦੇ ਪ੍ਰਧਾਨ ਰਣਜੀਤ ਸਿੰਘ ਜੀਤੀ ਪਡਿਆਲਾ ਵੱਲੋਂ ਅੱਜ ਕੁਰਾਲੀ ਵਿਖੇ ਕਾਂਗਰਸੀ ਆਗੂਆਂ ਅਤੇ ਵਰਕਰਾਂ ਨਾਲ — [984, 1118, 1159, 1201]
article-photo — [1167, 1840, 1540, 2003]
byline-tag — [603, 969, 755, 992]
article-body — [599, 373, 965, 498]
article-headline[interactable]: ਜ਼ਿਲ੍ਹਾ ਕਾਨੂੰਨੀ ਸੇਵਾਵਾਂ ਅਥਾਰਟੀ ਨੇ ਡੇਰਾਬੱਸੀ ਦੇ ਹੜ੍ਹ ਪੀੜ੍ਹਤਾਂ ਵੱਲ ਮੱਦਦ ਦਾ ਹੱਥ ਵਧਾਇਆ — [23, 1348, 539, 1420]
byline-label: ਵਿਸ਼ੇਸ਼ — [1098, 1087, 1137, 1107]
article-body — [980, 1214, 1540, 1362]
article-photo — [1358, 214, 1540, 342]
column-divider — [591, 95, 593, 2367]
article-subheadline: ☛ ਭਲਕੇ ਸਿਵਿਲ ਹਸਪਤਾਲ ਨੇੜੇ ਚੁੰਨੀ ਰੋਡ 'ਤੇ ਹੋਵੇਗਾ ਜਨ ਔਸ਼ਧੀ ਸੈਂਟਰ ਦਾ ਉਦਘਾਟਨ — [979, 183, 1542, 206]
article-paragraph: ਸ੍ਰੀ ਅਨੰਦਪੁਰ ਸਾਹਿਬ, 6 ਸਤੰਬਰ (ਸੁਰਿੰਦਰ ਸਿੰਘ ਸੋਨੀ)- ਯੂਥ ਏਕਤਾ ਸਪੋਰਟਸ ਐਂਡ ਵੈੱਲਫੇਅਰ ਸੁਸਾਇਟੀ ਦੇ ਮੈਂਬਰਾਂ ਵੱਲੋਂ ਨਗਰ ਨਿਗਮ ਅਤੇ ਵਾਰਡ ਦੇ ਕੌਂਸਲਰ ਨਾਲ ਮਿਲ ਕੇ ਮੁਹੱਲੇ ਵਿੱਚ ਲੱਗੇ ਕੂੜੇ ਦੇ ਢੇਰ ਚੁਕਵਾਏ ਗਏ। ਸੁਸਾਇਟੀ ਦੇ ਪ੍ਰਧਾਨ ਨੇ ਦੱਸਿਆ ਕਿ ਕਾਫ਼ੀ ਸਮੇਂ ਤੋਂ ਕੂੜੇ ਕਾਰਨ ਲੋਕਾਂ ਨੂੰ ਭਾਰੀ ਪ੍ਰੇਸ਼ਾਨੀ ਦਾ ਸਾਹਮਣਾ ਕਰਨਾ ਪੈ ਰਿਹਾ ਸੀ ਅਤੇ ਬਿਮਾਰੀਆਂ ਫੈਲਣ ਦਾ ਡਰ ਸੀ। ਇਸ ਮੌਕੇ ਸੁਸਾਇਟੀ ਦੇ ਮੈਂਬਰਾਂ ਨੇ ਲੋਕਾਂ ਨੂੰ ਸਫ਼ਾਈ ਰੱਖਣ ਦੀ ਅਪੀਲ ਕੀਤੀ ਅਤੇ ਨਗਰ ਨਿਗਮ ਦੇ ਸਹਿਯੋਗ ਲਈ ਧੰਨਵਾਦ ਕੀਤਾ। — [23, 2009, 584, 2091]
article-paragraph: ਹੁਸ਼ਿਆਰਪੁਰ, 6 ਸਤੰਬਰ (ਪਰਸ਼ੋਤਮ ਲਾਲ ਦੜੋਚ)- ਇੰਟਰਨੈਸ਼ਨਲ ਜਸਵਾਲਾਂ ਨੂੰ ਅੱਜ ਪੰਜਾਬ ਵਿੱਚ ਹੋਏ ਹੜ੍ਹਾਂ ਦੇ ਪੀੜਤਾਂ ਦੀ ਮਦਦ ਲਈ ਲਿਟਲ ਕਿੰਗਡਮ ਇੰਟਰਨੈਸ਼ਨਲ ਸਕੂਲ ਦੇ ਅਧਿਆਪਕਾਂ ਅਤੇ ਪ੍ਰਬੰਧਕਾਂ ਵੱਲੋਂ 1 ਲੱਖ ਰੁਪਏ ਦੀ ਰਕਮ ਦਾ ਚੈੱਕ ਸੌਂਪਿਆ ਗਿਆ। ਸਕੂਲ ਪ੍ਰਬੰਧਕਾਂ ਨੇ ਕਿਹਾ ਕਿ ਸੰਕਟ ਦੀ ਇਸ ਘੜੀ ਵਿੱਚ ਹਰ ਨਾਗਰਿਕ ਦਾ ਫ਼ਰਜ਼ ਬਣਦਾ ਹੈ ਕਿ ਉਹ ਪ੍ਰਭਾਵਿਤ ਪਰਿਵਾਰਾਂ ਦੀ ਮਦਦ ਕਰੇ। — [23, 1231, 584, 1296]
article-body — [599, 1482, 778, 1568]
edition-name: ਪੀ.ਟੀ. ਅੰਮ੍ਰਿਤਸਰ — [700, 34, 839, 56]
article-paragraph: ਸਮਰਾਲਾ, 6 ਸਤੰਬਰ (ਕਮਲਜੀਤ ਕੌਰ)- ਪਿਛਲੇ ਦੋ ਹਫ਼ਤਿਆਂ ਤੋਂ ਪੈ ਰਹੀ ਭਾਰੀ ਬਾਰਿਸ਼ ਕਾਰਨ ਪੰਜਾਬ ਵਿੱਚ ਹੜ੍ਹਾਂ ਵਰਗੇ ਹਾਲਾਤ ਬਣੇ ਹੋਏ ਹਨ। ਇਸ ਕਾਰਨ ਪੰਜਾਬ ਦੀ ਹਜ਼ਾਰਾਂ ਏਕੜ ਫ਼ਸਲ ਬਰਬਾਦ ਹੋ ਚੁੱਕੀ ਹੈ। ਮੁਕਤਸਰ ਸ਼ਿਵ ਮੰਦਿਰ ਚਹਿਲਾਂ ਵਿਖੇ ਸਾਬਕਾ ਮੰਤਰੀ ਵੱਲੋਂ — [984, 1877, 1159, 1993]
byline-label: ਵਿਸ਼ੇਸ਼ — [141, 783, 180, 804]
cmyk-marks-left: CMYK — [23, 5, 70, 19]
byline-label: ਵਿਸ਼ੇਸ਼ — [141, 1624, 180, 1644]
byline-name: ਪੰਜਾਬ ਟਾਈਮਜ਼ — [1008, 1488, 1093, 1508]
byline-name: ਪੰਜਾਬ ਟਾਈਮਜ਼ — [626, 741, 712, 761]
article-paragraph: ਲੋਕਾਂ ਨੂੰ ਆਵਾਜਾਈ ਵਿੱਚ ਵਧੀਆ ਸੁਵਿਧਾ ਮਿਲੇਗੀ, ਸਗੋਂ ਵਪਾਰ ਅਤੇ ਰੋਜ਼ਾਨਾ ਦੀ ਜ਼ਿੰਦਗੀ ਵਿੱਚ ਵੀ ਆਸਾਨੀ ਹੋਵੇਗੀ। ਵਿਧਾਇਕ ਨੇ ਕਿਹਾ ਕਿ ਹਲਕੇ ਦੇ ਹਰ ਪਿੰਡ ਅਤੇ ਸ਼ਹਿਰ ਵਿੱਚ ਵਿਕਾਸ ਕਾਰਜ ਤੇਜ਼ੀ ਨਾਲ ਕਰਵਾਏ ਜਾ ਰਹੇ ਹਨ। — [214, 811, 584, 910]
byline-tag — [984, 517, 1137, 541]
article-paragraph: ਬੁਨੌਦ, 6 ਸਤੰਬਰ (ਤਜਿੰਦਰ ਸਿੰਘ)- ਪਿਛਲੇ ਕਈ ਦਿਨਾਂ ਤੋਂ ਪੰਜਾਬ ਚ ਹੁਣ ਰਹੇ ਤੇਜ਼ ਬਾਰਿਸ਼ ਦੇ ਚੱਲਦਿਆਂ ਪਿੰਡ ਬਾਜੇਵਾਲਾ ਵਿਖੇ ਇੱਕ ਗਰੀਬ ਪਰਿਵਾਰ ਦੇ ਮਕਾਨ ਦੀ ਛੱਤ ਡਿੱਗ ਗਈ। ਘੁਦਾ ਖਾਂ ਦੇ ਪਰਿਵਾਰਕ ਮੈਂਬਰ ਖੁਦ ਤਾਂ ਵਾਲ-ਵਾਲ ਬਚ ਗਏ ਪਰ ਉਨਾਂ ਦਾ ਮਕਾਨ ਡਿੱਗ ਕੇ ਉਸ ਦਾ ਕਾਫੀ ਸਮਾਨ ਨੁਕਸਾਨਿਆ ਗਿਆ। ਪਰਿਵਾਰਾਂ ਨੇ ਸਰਕਾਰ ਪਾਸ ਮੰਗ ਕੀਤੀ ਹੈ ਕਿ ਉਹਨਾਂ ਨੂੰ ਮਕਾਨ ਬਣਾਉਣ ਲਈ ਮੁਆਵਜ਼ਾ ਦਿੱਤਾ ਜਾਵੇ। — [599, 375, 965, 475]
article-photo — [599, 560, 774, 735]
byline-label: ਵਿਸ਼ੇਸ਼ — [1098, 519, 1137, 539]
article-paragraph: ਡੇਰਾਬੱਸੀ, 6 ਸਤੰਬਰ (ਸੁਰਿੰਦਰ ਪੁਰੀ)- ਡੇਰਾਬੱਸੀ ਹਲਕੇ ਦੇ ਲੋਕਾਂ ਦੀ ਲੰਬੇ ਸਮੇਂ ਤੋਂ ਪੈਂਡੀ ਮੰਗ ਨੂੰ ਧਿਆਨ ਵਿੱਚ ਰੱਖਦੇ ਹੋਏ ਵਿਧਾਇਕ ਸ. ਕੁਲਜੀਤ ਸਿੰਘ ਰੰਧਾਵਾ ਜੀ ਨੇ ਅੱਜ ਨਗਰ ਕੌਂਸਲ ਖੇਤਰ ਵਿੱਚ ਨਵੀਂ ਸੜਕ ਦੇ ਨਿਰਮਾਣ ਕੰਮ ਦੀ ਸ਼ੁਰੂਆਤ ਕਰਵਾਈ। ਇਹ ਸੜਕ ਲਗਭਗ 84 ਲੱਖ ਰੁਪਏ ਦੀ ਲਾਗਤ ਨਾਲ ਤਿਆਰ ਕੀਤੀ ਜਾਵੇਗੀ। — [23, 811, 393, 910]
article-photo — [23, 1023, 408, 1198]
article-body — [416, 1451, 584, 1618]
article-headline[interactable]: ਡੇਰਾਬੱਸੀ ਦੇ ਵਿਧਾਇਕ ਸ: ਕੁਲਜੀਤ ਸਿੰਘ ਰੰਧਾਵਾ ਵੱਲੋਂ 84 ਲੱਖ ਦੀ ਲਾਗਤ ਨਾਲ ਸੜਕ ਨਿਰਮਾਣ ਕਾਰਜ ਦੀ ਸ਼ੁਰੂਆਤ — [23, 538, 576, 605]
byline-label: ਵਿਸ਼ੇਸ਼ — [141, 1204, 180, 1224]
punjab-times-logo-icon: ਪ — [984, 1084, 1011, 1110]
article-body — [599, 1000, 778, 1155]
